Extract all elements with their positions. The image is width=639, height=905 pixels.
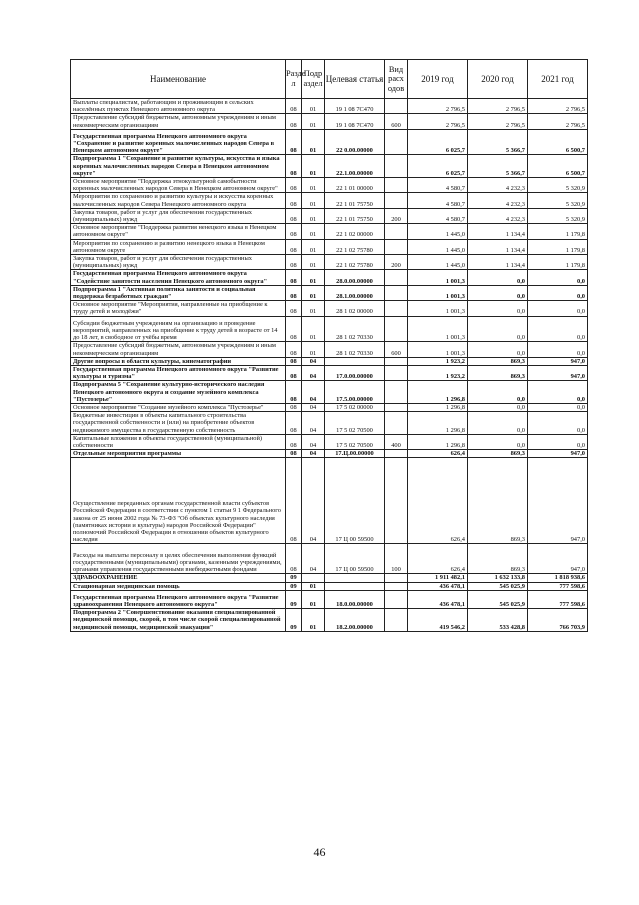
row-expense-type bbox=[385, 590, 408, 608]
row-subsection: 01 bbox=[302, 590, 325, 608]
row-amount-2021: 766 703,9 bbox=[528, 609, 588, 632]
row-subsection: 01 bbox=[302, 208, 325, 223]
row-target-article: 17 5 02 70500 bbox=[325, 434, 385, 449]
row-amount-2020: 0,0 bbox=[468, 434, 528, 449]
row-name: Подпрограмма 1 "Сохранение и развитие культуры, искусства и языка коренных малочисленных народов Севера в Ненецком автономном округе" bbox=[71, 155, 286, 178]
header-name: Наименование bbox=[71, 60, 286, 99]
row-name: Подпрограмма 2 "Совершенствование оказания специализированной медицинской помощи, скорой, в том числе скорой специализированной медицинской помощи, медицинской эвакуации" bbox=[71, 609, 286, 632]
row-name: Закупка товаров, работ и услуг для обеспечения государственных (муниципальных) нужд bbox=[71, 208, 286, 223]
row-section: 08 bbox=[286, 381, 302, 404]
budget-table bbox=[70, 59, 588, 632]
table-row bbox=[71, 178, 588, 193]
row-target-article: 17 Ц 00 59500 bbox=[325, 458, 385, 544]
row-subsection: 01 bbox=[302, 316, 325, 342]
row-target-article: 17 5 02 00000 bbox=[325, 403, 385, 411]
row-name: Предоставление субсидий бюджетным, автономным учреждениям и иным некоммерческим организациям bbox=[71, 114, 286, 129]
row-amount-2019: 436 478,1 bbox=[408, 590, 468, 608]
row-amount-2019: 1 296,8 bbox=[408, 434, 468, 449]
row-subsection: 01 bbox=[302, 270, 325, 285]
row-amount-2020: 0,0 bbox=[468, 270, 528, 285]
row-expense-type bbox=[385, 155, 408, 178]
row-amount-2021: 6 500,7 bbox=[528, 155, 588, 178]
row-subsection: 01 bbox=[302, 301, 325, 316]
table-row bbox=[71, 114, 588, 129]
row-section: 09 bbox=[286, 574, 302, 582]
header-section: Разде л bbox=[286, 60, 302, 99]
row-name: Другие вопросы в области культуры, кинематографии bbox=[71, 357, 286, 365]
row-amount-2019: 436 478,1 bbox=[408, 582, 468, 590]
row-amount-2021: 0,0 bbox=[528, 342, 588, 357]
row-amount-2020: 4 232,3 bbox=[468, 208, 528, 223]
row-amount-2020: 869,3 bbox=[468, 458, 528, 544]
table-row bbox=[71, 544, 588, 574]
row-amount-2020: 869,3 bbox=[468, 357, 528, 365]
row-amount-2021: 1 818 938,6 bbox=[528, 574, 588, 582]
row-subsection: 04 bbox=[302, 434, 325, 449]
row-amount-2020: 4 232,3 bbox=[468, 193, 528, 208]
row-amount-2019: 419 546,2 bbox=[408, 609, 468, 632]
row-section: 08 bbox=[286, 365, 302, 380]
row-target-article: 22 1 02 75780 bbox=[325, 255, 385, 270]
row-amount-2019: 4 580,7 bbox=[408, 208, 468, 223]
row-amount-2019: 1 445,0 bbox=[408, 224, 468, 239]
row-target-article: 28.1.00.00000 bbox=[325, 285, 385, 300]
row-target-article: 17.0.00.00000 bbox=[325, 365, 385, 380]
row-expense-type bbox=[385, 129, 408, 155]
row-amount-2020: 0,0 bbox=[468, 285, 528, 300]
row-name: Закупка товаров, работ и услуг для обеспечения государственных (муниципальных) нужд bbox=[71, 255, 286, 270]
row-subsection: 01 bbox=[302, 342, 325, 357]
table-row bbox=[71, 239, 588, 254]
row-name: Мероприятия по сохранению и развитию ненецкого языка в Ненецком автономном округе bbox=[71, 239, 286, 254]
row-amount-2020: 4 232,3 bbox=[468, 178, 528, 193]
row-amount-2020: 2 796,5 bbox=[468, 114, 528, 129]
row-amount-2020: 5 366,7 bbox=[468, 155, 528, 178]
row-amount-2019: 1 923,2 bbox=[408, 357, 468, 365]
row-amount-2021: 0,0 bbox=[528, 381, 588, 404]
table-row bbox=[71, 99, 588, 114]
table-row bbox=[71, 458, 588, 544]
table-row bbox=[71, 582, 588, 590]
row-name: Государственная программа Ненецкого автономного округа "Развитие культуры и туризма" bbox=[71, 365, 286, 380]
row-name: Осуществление переданных органам государственной власти субъектов Российской Федерации в соответствии с пунктом 1 статьи 9 1 Федерального закона от 25 июня 2002 года № 73-ФЗ "Об объектах культурного наследия (памятниках истории и культуры) народов Российской Федерации" полномочий Российской Федерации в отношении объектов культурного наследия bbox=[71, 458, 286, 544]
row-subsection: 04 bbox=[302, 450, 325, 458]
table-row bbox=[71, 412, 588, 435]
page-number: 46 bbox=[313, 845, 326, 859]
row-section: 08 bbox=[286, 208, 302, 223]
row-target-article: 28 1 02 70330 bbox=[325, 342, 385, 357]
row-section: 08 bbox=[286, 342, 302, 357]
row-expense-type: 600 bbox=[385, 342, 408, 357]
row-target-article: 17 Ц 00 59500 bbox=[325, 544, 385, 574]
row-amount-2021: 5 320,9 bbox=[528, 193, 588, 208]
row-subsection: 04 bbox=[302, 403, 325, 411]
row-amount-2020: 1 134,4 bbox=[468, 224, 528, 239]
row-amount-2019: 626,4 bbox=[408, 450, 468, 458]
row-amount-2020: 0,0 bbox=[468, 301, 528, 316]
row-amount-2021: 0,0 bbox=[528, 403, 588, 411]
table-row bbox=[71, 434, 588, 449]
row-subsection: 01 bbox=[302, 178, 325, 193]
row-name: Отдельные мероприятия программы bbox=[71, 450, 286, 458]
row-amount-2019: 4 580,7 bbox=[408, 193, 468, 208]
row-name: Государственная программа Ненецкого автономного округа "Содействие занятости населения Ненецкого автономного округа" bbox=[71, 270, 286, 285]
row-expense-type bbox=[385, 270, 408, 285]
row-expense-type: 200 bbox=[385, 255, 408, 270]
row-section: 08 bbox=[286, 412, 302, 435]
row-target-article: 17 5 02 70500 bbox=[325, 412, 385, 435]
row-expense-type bbox=[385, 357, 408, 365]
row-amount-2019: 1 296,8 bbox=[408, 381, 468, 404]
table-row bbox=[71, 255, 588, 270]
table-row bbox=[71, 316, 588, 342]
row-amount-2019: 1 445,0 bbox=[408, 239, 468, 254]
row-name: Основное мероприятие "Мероприятия, направленные на приобщение к труду детей и молодёжи" bbox=[71, 301, 286, 316]
row-section: 08 bbox=[286, 193, 302, 208]
row-expense-type: 100 bbox=[385, 544, 408, 574]
row-subsection: 01 bbox=[302, 239, 325, 254]
row-name: ЗДРАВООХРАНЕНИЕ bbox=[71, 574, 286, 582]
row-subsection: 01 bbox=[302, 129, 325, 155]
row-name: Предоставление субсидий бюджетным, автономным учреждениям и иным некоммерческим организациям bbox=[71, 342, 286, 357]
row-name: Подпрограмма 1 "Активная политика занятости и социальная поддержка безработных граждан" bbox=[71, 285, 286, 300]
row-amount-2020: 545 025,9 bbox=[468, 590, 528, 608]
row-section: 08 bbox=[286, 403, 302, 411]
row-section: 08 bbox=[286, 357, 302, 365]
table-row bbox=[71, 285, 588, 300]
row-amount-2019: 6 025,7 bbox=[408, 155, 468, 178]
row-name: Мероприятия по сохранению и развитию культуры и искусства коренных малочисленных народов Севера Ненецкого автономного округа bbox=[71, 193, 286, 208]
row-amount-2019: 1 001,3 bbox=[408, 342, 468, 357]
row-name: Расходы на выплаты персоналу в целях обеспечения выполнения функций государственными (муниципальными) органами, казенными учреждениями, органами управления государственными внебюджетными фондами bbox=[71, 544, 286, 574]
row-section: 08 bbox=[286, 450, 302, 458]
row-target-article: 22 0.00.00000 bbox=[325, 129, 385, 155]
table-row bbox=[71, 574, 588, 582]
row-name: Государственная программа Ненецкого автономного округа "Развитие здравоохранения Ненецкого автономного округа" bbox=[71, 590, 286, 608]
row-amount-2019: 1 296,8 bbox=[408, 412, 468, 435]
row-amount-2021: 777 598,6 bbox=[528, 590, 588, 608]
table-row bbox=[71, 270, 588, 285]
row-section: 08 bbox=[286, 155, 302, 178]
row-amount-2020: 0,0 bbox=[468, 316, 528, 342]
row-amount-2019: 2 796,5 bbox=[408, 99, 468, 114]
header-2020: 2020 год bbox=[468, 60, 528, 99]
row-subsection: 01 bbox=[302, 224, 325, 239]
row-subsection: 04 bbox=[302, 458, 325, 544]
row-subsection: 04 bbox=[302, 357, 325, 365]
row-target-article bbox=[325, 574, 385, 582]
row-target-article: 22 1 01 75750 bbox=[325, 208, 385, 223]
header-expense-type: Вид расх одов bbox=[385, 60, 408, 99]
row-name: Государственная программа Ненецкого автономного округа "Сохранение и развитие коренных малочисленных народов Севера в Ненецком автономном округе" bbox=[71, 129, 286, 155]
row-amount-2021: 1 179,8 bbox=[528, 224, 588, 239]
row-amount-2019: 1 296,8 bbox=[408, 403, 468, 411]
row-section: 08 bbox=[286, 434, 302, 449]
table-row bbox=[71, 403, 588, 411]
row-target-article: 28.0.00.00000 bbox=[325, 270, 385, 285]
table-header-row bbox=[71, 60, 588, 99]
row-name: Основное мероприятие "Поддержка этнокультурной самобытности коренных малочисленных народов Севера в Ненецком автономном округе" bbox=[71, 178, 286, 193]
row-amount-2019: 1 911 482,1 bbox=[408, 574, 468, 582]
row-expense-type bbox=[385, 458, 408, 544]
table-row bbox=[71, 129, 588, 155]
row-amount-2019: 6 025,7 bbox=[408, 129, 468, 155]
row-amount-2020: 0,0 bbox=[468, 412, 528, 435]
row-amount-2020: 1 134,4 bbox=[468, 239, 528, 254]
row-amount-2021: 0,0 bbox=[528, 285, 588, 300]
budget-table-sheet bbox=[70, 59, 587, 632]
row-amount-2021: 947,0 bbox=[528, 357, 588, 365]
table-body bbox=[71, 99, 588, 632]
row-amount-2019: 1 001,3 bbox=[408, 285, 468, 300]
row-name: Подпрограмма 5 "Сохранение культурно-исторического наследия Ненецкого автономного округа и создание музейного комплекса "Пустозерье" bbox=[71, 381, 286, 404]
row-target-article: 22.1.00.00000 bbox=[325, 155, 385, 178]
row-name: Основное мероприятие "Создание музейного комплекса "Пустозерье" bbox=[71, 403, 286, 411]
row-name: Стационарная медицинская помощь bbox=[71, 582, 286, 590]
header-2021: 2021 год bbox=[528, 60, 588, 99]
row-section: 08 bbox=[286, 99, 302, 114]
row-name: Основное мероприятие "Поддержка развития ненецкого языка в Ненецком автономном округе" bbox=[71, 224, 286, 239]
row-section: 08 bbox=[286, 239, 302, 254]
row-subsection: 01 bbox=[302, 582, 325, 590]
row-amount-2020: 1 632 133,8 bbox=[468, 574, 528, 582]
row-name: Капитальные вложения в объекты государственной (муниципальной) собственности bbox=[71, 434, 286, 449]
row-amount-2020: 0,0 bbox=[468, 381, 528, 404]
table-row bbox=[71, 193, 588, 208]
row-amount-2019: 1 001,3 bbox=[408, 316, 468, 342]
row-amount-2021: 0,0 bbox=[528, 434, 588, 449]
row-subsection: 04 bbox=[302, 365, 325, 380]
row-expense-type: 400 bbox=[385, 434, 408, 449]
row-amount-2019: 1 001,3 bbox=[408, 270, 468, 285]
row-amount-2021: 0,0 bbox=[528, 301, 588, 316]
row-amount-2020: 1 134,4 bbox=[468, 255, 528, 270]
row-target-article: 22 1 02 75780 bbox=[325, 239, 385, 254]
row-amount-2021: 2 796,5 bbox=[528, 99, 588, 114]
row-section: 09 bbox=[286, 582, 302, 590]
row-expense-type bbox=[385, 285, 408, 300]
row-expense-type bbox=[385, 239, 408, 254]
table-row bbox=[71, 155, 588, 178]
row-amount-2019: 626,4 bbox=[408, 458, 468, 544]
row-subsection: 04 bbox=[302, 381, 325, 404]
row-section: 08 bbox=[286, 224, 302, 239]
row-target-article: 18.2.00.00000 bbox=[325, 609, 385, 632]
row-target-article: 28 1 02 70330 bbox=[325, 316, 385, 342]
row-subsection: 01 bbox=[302, 285, 325, 300]
row-target-article: 22 1 02 00000 bbox=[325, 224, 385, 239]
row-section: 09 bbox=[286, 590, 302, 608]
row-section: 08 bbox=[286, 129, 302, 155]
row-expense-type: 600 bbox=[385, 114, 408, 129]
row-section: 08 bbox=[286, 301, 302, 316]
row-amount-2020: 533 428,8 bbox=[468, 609, 528, 632]
row-expense-type bbox=[385, 365, 408, 380]
row-expense-type bbox=[385, 574, 408, 582]
row-expense-type bbox=[385, 582, 408, 590]
row-expense-type: 200 bbox=[385, 208, 408, 223]
row-amount-2020: 545 025,9 bbox=[468, 582, 528, 590]
row-expense-type bbox=[385, 193, 408, 208]
row-section: 08 bbox=[286, 544, 302, 574]
row-expense-type bbox=[385, 609, 408, 632]
row-amount-2021: 5 320,9 bbox=[528, 178, 588, 193]
row-amount-2020: 0,0 bbox=[468, 342, 528, 357]
row-expense-type bbox=[385, 412, 408, 435]
row-amount-2021: 947,0 bbox=[528, 544, 588, 574]
row-subsection bbox=[302, 574, 325, 582]
row-amount-2021: 1 179,8 bbox=[528, 239, 588, 254]
row-expense-type bbox=[385, 224, 408, 239]
row-subsection: 01 bbox=[302, 193, 325, 208]
row-amount-2021: 947,0 bbox=[528, 458, 588, 544]
row-section: 08 bbox=[286, 285, 302, 300]
row-amount-2019: 4 580,7 bbox=[408, 178, 468, 193]
row-amount-2019: 2 796,5 bbox=[408, 114, 468, 129]
row-section: 08 bbox=[286, 458, 302, 544]
row-section: 08 bbox=[286, 316, 302, 342]
table-row bbox=[71, 590, 588, 608]
row-amount-2021: 947,0 bbox=[528, 365, 588, 380]
table-row bbox=[71, 208, 588, 223]
row-amount-2019: 1 923,2 bbox=[408, 365, 468, 380]
row-subsection: 04 bbox=[302, 544, 325, 574]
row-name: Выплаты специалистам, работающим и проживающим в сельских населённых пунктах Ненецкого автономного округа bbox=[71, 99, 286, 114]
row-target-article bbox=[325, 582, 385, 590]
row-target-article: 18.0.00.00000 bbox=[325, 590, 385, 608]
row-target-article: 22 1 01 00000 bbox=[325, 178, 385, 193]
row-name: Бюджетные инвестиции в объекты капитального строительства государственной собственности и (или) на приобретение объектов недвижимого имущества в государственную собственность bbox=[71, 412, 286, 435]
row-section: 08 bbox=[286, 114, 302, 129]
row-expense-type bbox=[385, 178, 408, 193]
table-row bbox=[71, 224, 588, 239]
row-section: 08 bbox=[286, 178, 302, 193]
row-amount-2019: 1 445,0 bbox=[408, 255, 468, 270]
row-subsection: 01 bbox=[302, 609, 325, 632]
row-amount-2021: 0,0 bbox=[528, 412, 588, 435]
row-target-article: 17.Ц.00.00000 bbox=[325, 450, 385, 458]
row-target-article: 19 1 08 7С470 bbox=[325, 114, 385, 129]
header-2019: 2019 год bbox=[408, 60, 468, 99]
row-amount-2020: 0,0 bbox=[468, 403, 528, 411]
row-amount-2021: 947,0 bbox=[528, 450, 588, 458]
row-expense-type bbox=[385, 403, 408, 411]
table-row bbox=[71, 381, 588, 404]
row-amount-2021: 1 179,8 bbox=[528, 255, 588, 270]
row-amount-2020: 869,3 bbox=[468, 450, 528, 458]
row-amount-2019: 1 001,3 bbox=[408, 301, 468, 316]
table-row bbox=[71, 301, 588, 316]
row-amount-2019: 626,4 bbox=[408, 544, 468, 574]
row-expense-type bbox=[385, 450, 408, 458]
row-amount-2021: 2 796,5 bbox=[528, 114, 588, 129]
row-amount-2020: 2 796,5 bbox=[468, 99, 528, 114]
row-amount-2021: 777 598,6 bbox=[528, 582, 588, 590]
row-amount-2020: 869,3 bbox=[468, 544, 528, 574]
row-target-article: 17.5.00.00000 bbox=[325, 381, 385, 404]
row-section: 08 bbox=[286, 270, 302, 285]
table-row bbox=[71, 342, 588, 357]
row-target-article: 22 1 01 75750 bbox=[325, 193, 385, 208]
row-subsection: 04 bbox=[302, 412, 325, 435]
row-section: 09 bbox=[286, 609, 302, 632]
row-section: 08 bbox=[286, 255, 302, 270]
row-name: Субсидии бюджетным учреждениям на организацию и проведение мероприятий, направленных на приобщение к труду детей в возрасте от 14 до 18 лет, в свободное от учёбы время bbox=[71, 316, 286, 342]
row-expense-type bbox=[385, 99, 408, 114]
table-row bbox=[71, 357, 588, 365]
row-subsection: 01 bbox=[302, 255, 325, 270]
row-amount-2021: 0,0 bbox=[528, 316, 588, 342]
row-amount-2021: 5 320,9 bbox=[528, 208, 588, 223]
table-row bbox=[71, 365, 588, 380]
row-target-article: 19 1 08 7С470 bbox=[325, 99, 385, 114]
row-subsection: 01 bbox=[302, 99, 325, 114]
row-amount-2020: 5 366,7 bbox=[468, 129, 528, 155]
row-amount-2021: 6 500,7 bbox=[528, 129, 588, 155]
table-row bbox=[71, 450, 588, 458]
row-subsection: 01 bbox=[302, 155, 325, 178]
table-row bbox=[71, 609, 588, 632]
row-amount-2021: 0,0 bbox=[528, 270, 588, 285]
row-target-article: 28 1 02 00000 bbox=[325, 301, 385, 316]
row-target-article bbox=[325, 357, 385, 365]
row-expense-type bbox=[385, 301, 408, 316]
row-subsection: 01 bbox=[302, 114, 325, 129]
row-expense-type bbox=[385, 316, 408, 342]
row-expense-type bbox=[385, 381, 408, 404]
row-amount-2020: 869,3 bbox=[468, 365, 528, 380]
header-subsection: Подр аздел bbox=[302, 60, 325, 99]
header-target-article: Целевая статья bbox=[325, 60, 385, 99]
